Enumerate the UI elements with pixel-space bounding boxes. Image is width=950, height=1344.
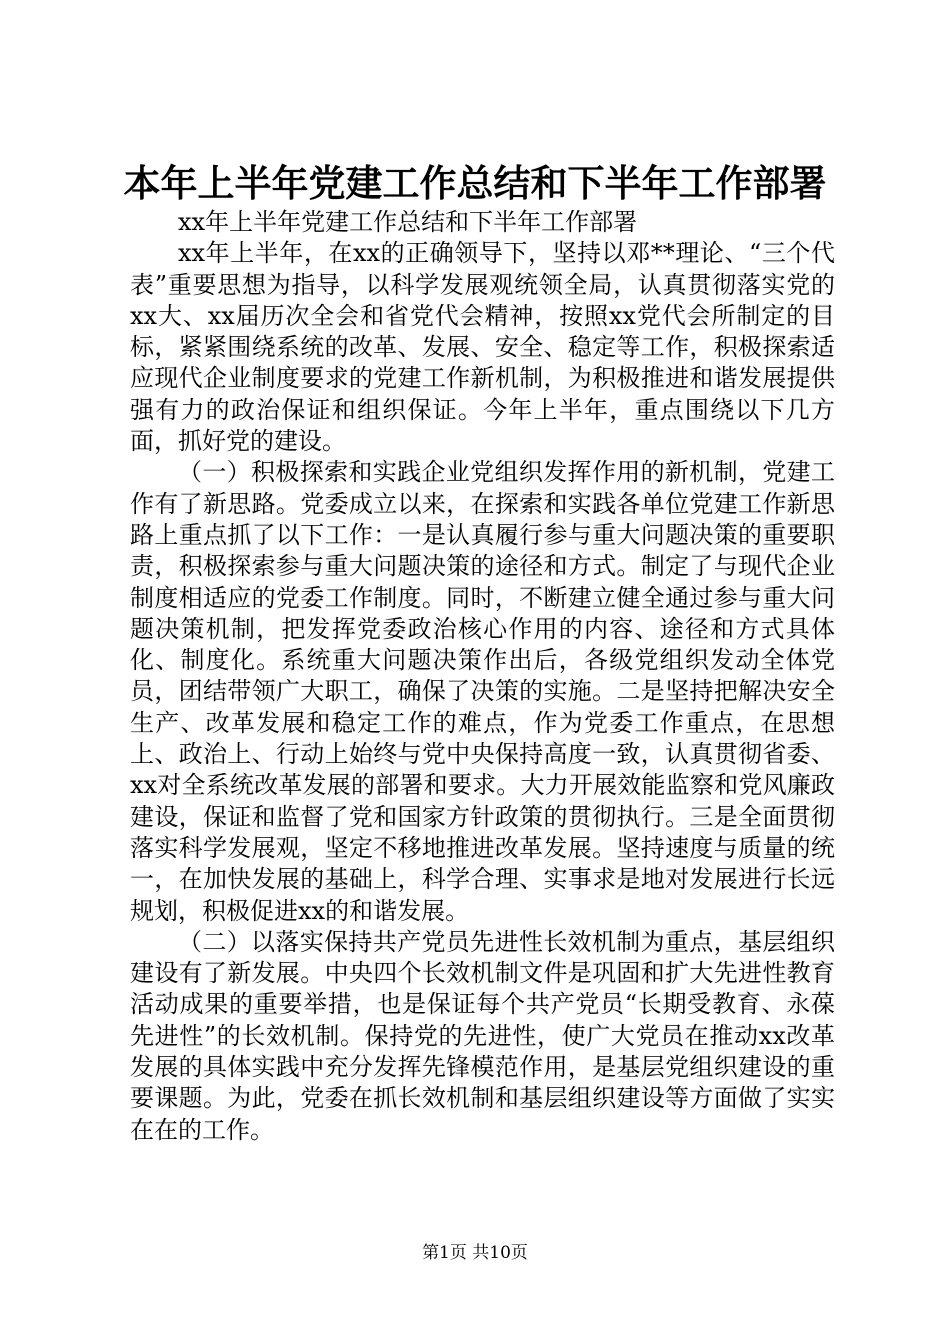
paragraph-section-1: （一）积极探索和实践企业党组织发挥作用的新机制，党建工作有了新思路。党委成立以来，在探索和实践各单位党建工作新思路上重点抓了以下工作：一是认真履行参与重大问题决策的重要职责，积极探索参与重大问题决策的途径和方式。制定了与现代企业制度相适应的党委工作制度。同时，不断建立健全通过参与重大问题决策机制，把发挥党委政治核心作用的内容、途径和方式具体化、制度化。系统重大问题决策作出后，各级党组织发动全体党员，团结带领广大职工，确保了决策的实施。二是坚持把解决安全生产、改革发展和稳定工作的难点，作为党委工作重点，在思想上、政治上、行动上始终与党中央保持高度一致，认真贯彻省委、xx对全系统改革发展的部署和要求。大力开展效能监察和党风廉政建设，保证和监督了党和国家方针政策的贯彻执行。三是全面贯彻落实科学发展观，坚定不移地推进改革发展。坚持速度与质量的统一，在加快发展的基础上，科学合理、实事求是地对发展进行长远规划，积极促进xx的和谐发展。	[130, 458, 835, 925]
page-number-footer: 第1页 共10页	[422, 1243, 528, 1263]
document-title: 本年上半年党建工作总结和下半年工作部署	[123, 161, 827, 205]
paragraph-subtitle: xx年上半年党建工作总结和下半年工作部署	[178, 208, 638, 236]
document-body	[130, 207, 835, 1146]
paragraph-section-2: （二）以落实保持共产党员先进性长效机制为重点，基层组织建设有了新发展。中央四个长效机制文件是巩固和扩大先进性教育活动成果的重要举措，也是保证每个共产党员“长期受教育、永葆先进性”的长效机制。保持党的先进性，使广大党员在推动xx改革发展的具体实践中充分发挥先锋模范作用，是基层党组织建设的重要课题。为此，党委在抓长效机制和基层组织建设等方面做了实实在在的工作。	[130, 927, 835, 1144]
paragraph-intro: xx年上半年，在xx的正确领导下，坚持以邓**理论、“三个代表”重要思想为指导，以科学发展观统领全局，认真贯彻落实党的xx大、xx届历次全会和省党代会精神，按照xx党代会所制定的目标，紧紧围绕系统的改革、发展、安全、稳定等工作，积极探索适应现代企业制度要求的党建工作新机制，为积极推进和谐发展提供强有力的政治保证和组织保证。今年上半年，重点围绕以下几方面，抓好党的建设。	[130, 239, 835, 456]
